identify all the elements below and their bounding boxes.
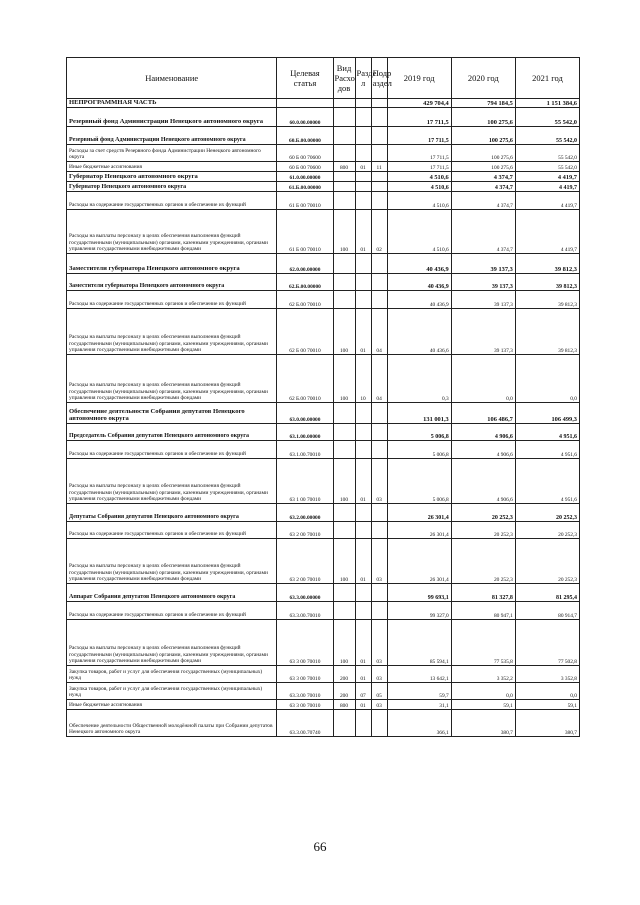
header-name: Наименование xyxy=(67,58,277,99)
row-2021: 39 812,3 xyxy=(515,309,579,355)
row-target: 63.1.00.70010 xyxy=(277,441,333,459)
row-2021: 81 295,4 xyxy=(515,584,579,602)
row-2019: 4 510,6 xyxy=(387,210,451,254)
row-vid: 100 xyxy=(333,539,355,584)
budget-table xyxy=(66,57,580,737)
row-name: Обеспечение деятельности Общественной молодёжной палаты при Собрании депутатов Ненецкого автономного округа xyxy=(67,710,277,737)
row-vid xyxy=(333,441,355,459)
table-row xyxy=(67,539,580,584)
row-razdel xyxy=(355,108,371,127)
row-name: Депутаты Собрания депутатов Ненецкого автономного округа xyxy=(67,504,277,522)
table-row xyxy=(67,683,580,700)
row-vid xyxy=(333,710,355,737)
row-name: Аппарат Собрания депутатов Ненецкого автономного округа xyxy=(67,584,277,602)
row-2019: 40 436,9 xyxy=(387,254,451,274)
row-podrazdel xyxy=(371,172,387,182)
row-2020: 4 374,7 xyxy=(451,182,515,192)
row-vid: 800 xyxy=(333,162,355,172)
row-2021: 4 419,7 xyxy=(515,172,579,182)
row-vid xyxy=(333,108,355,127)
row-2021: 20 252,3 xyxy=(515,539,579,584)
row-podrazdel: 03 xyxy=(371,620,387,666)
row-2020: 0,0 xyxy=(451,355,515,403)
row-razdel xyxy=(355,99,371,108)
row-podrazdel xyxy=(371,710,387,737)
row-podrazdel xyxy=(371,424,387,441)
row-name: Расходы на выплаты персоналу в целях обеспечения выполнения функций государственными (муниципальными) органами, казенными учреждениями, органами управления государственными внебюджетными фондами xyxy=(67,309,277,355)
budget-page xyxy=(66,57,580,737)
row-2019: 40 436,6 xyxy=(387,309,451,355)
row-razdel: 01 xyxy=(355,210,371,254)
row-2021: 55 542,0 xyxy=(515,108,579,127)
row-2019: 26 301,4 xyxy=(387,539,451,584)
row-2021: 0,0 xyxy=(515,683,579,700)
row-2021: 55 542,0 xyxy=(515,162,579,172)
row-razdel: 01 xyxy=(355,666,371,683)
table-row xyxy=(67,522,580,539)
table-row xyxy=(67,355,580,403)
row-target: 63.3.00.70740 xyxy=(277,710,333,737)
row-name: Заместители губернатора Ненецкого автономного округа xyxy=(67,254,277,274)
row-vid xyxy=(333,127,355,145)
row-name: Закупка товаров, работ и услуг для обеспечения государственных (муниципальных) нужд xyxy=(67,666,277,683)
table-row xyxy=(67,459,580,504)
row-razdel xyxy=(355,424,371,441)
row-2019: 59,7 xyxy=(387,683,451,700)
row-2020: 380,7 xyxy=(451,710,515,737)
row-podrazdel: 11 xyxy=(371,162,387,172)
row-target: 63.3.00.70010 xyxy=(277,602,333,620)
row-razdel xyxy=(355,522,371,539)
row-target: 63 2 00 70010 xyxy=(277,539,333,584)
row-vid xyxy=(333,424,355,441)
table-row xyxy=(67,309,580,355)
row-target: 61 Б 00 70010 xyxy=(277,192,333,210)
row-2021: 4 419,7 xyxy=(515,210,579,254)
row-2020: 4 374,7 xyxy=(451,172,515,182)
row-name: Резервный фонд Администрации Ненецкого автономного округа xyxy=(67,127,277,145)
row-2020: 4 374,7 xyxy=(451,192,515,210)
row-razdel xyxy=(355,274,371,291)
row-razdel xyxy=(355,584,371,602)
row-name: Закупка товаров, работ и услуг для обеспечения государственных (муниципальных) нужд xyxy=(67,683,277,700)
row-razdel xyxy=(355,403,371,424)
row-2020: 4 906,6 xyxy=(451,459,515,504)
row-target: 61 Б 00 70010 xyxy=(277,210,333,254)
table-row xyxy=(67,710,580,737)
row-2020: 77 535,8 xyxy=(451,620,515,666)
row-target: 60.0.00.00000 xyxy=(277,108,333,127)
table-row xyxy=(67,602,580,620)
row-name: Расходы на содержание государственных органов и обеспечение их функций xyxy=(67,441,277,459)
row-2019: 26 301,4 xyxy=(387,522,451,539)
row-2021: 55 542,0 xyxy=(515,127,579,145)
row-vid: 100 xyxy=(333,620,355,666)
row-2021: 380,7 xyxy=(515,710,579,737)
row-vid xyxy=(333,172,355,182)
row-2019: 4 510,6 xyxy=(387,192,451,210)
row-razdel: 01 xyxy=(355,700,371,710)
row-target: 63 3 00 70010 xyxy=(277,666,333,683)
row-podrazdel: 04 xyxy=(371,309,387,355)
row-razdel: 10 xyxy=(355,355,371,403)
row-2019: 0,3 xyxy=(387,355,451,403)
row-vid xyxy=(333,274,355,291)
row-2019: 17 711,5 xyxy=(387,145,451,162)
row-vid: 800 xyxy=(333,700,355,710)
row-podrazdel xyxy=(371,291,387,309)
header-razdel: Разде л xyxy=(355,58,371,99)
row-vid: 100 xyxy=(333,210,355,254)
row-2019: 17 711,5 xyxy=(387,108,451,127)
row-2021: 59,1 xyxy=(515,700,579,710)
row-2020: 100 275,6 xyxy=(451,145,515,162)
row-podrazdel: 05 xyxy=(371,683,387,700)
row-2020: 3 352,2 xyxy=(451,666,515,683)
table-row xyxy=(67,666,580,683)
row-target: 60 Б 00 70600 xyxy=(277,145,333,162)
row-name: Расходы на выплаты персоналу в целях обеспечения выполнения функций государственными (муниципальными) органами, казенными учреждениями, органами управления государственными внебюджетными фондами xyxy=(67,620,277,666)
row-target: 62.Б.00.00000 xyxy=(277,274,333,291)
row-name: Обеспечение деятельности Собрания депутатов Ненецкого автономного округа xyxy=(67,403,277,424)
row-2020: 4 906,6 xyxy=(451,424,515,441)
row-2021: 20 252,3 xyxy=(515,504,579,522)
row-razdel xyxy=(355,441,371,459)
row-2020: 4 374,7 xyxy=(451,210,515,254)
row-podrazdel xyxy=(371,274,387,291)
row-name: Губернатор Ненецкого автономного округа xyxy=(67,172,277,182)
row-name: Расходы на содержание государственных органов и обеспечение их функций xyxy=(67,192,277,210)
row-target: 61.Б.00.00000 xyxy=(277,182,333,192)
row-2020: 59,1 xyxy=(451,700,515,710)
row-razdel xyxy=(355,192,371,210)
row-2021: 39 812,3 xyxy=(515,254,579,274)
row-podrazdel xyxy=(371,584,387,602)
row-2020: 100 275,6 xyxy=(451,162,515,172)
row-target: 63 3 00 70010 xyxy=(277,620,333,666)
row-target: 63.1.00.00000 xyxy=(277,424,333,441)
row-razdel: 01 xyxy=(355,162,371,172)
row-2020: 39 137,3 xyxy=(451,274,515,291)
row-vid xyxy=(333,99,355,108)
row-2021: 4 419,7 xyxy=(515,192,579,210)
row-2021: 106 499,3 xyxy=(515,403,579,424)
table-row xyxy=(67,254,580,274)
row-vid xyxy=(333,584,355,602)
table-row xyxy=(67,192,580,210)
row-razdel xyxy=(355,127,371,145)
row-2020: 39 137,3 xyxy=(451,309,515,355)
row-2019: 85 594,1 xyxy=(387,620,451,666)
row-podrazdel xyxy=(371,403,387,424)
table-row xyxy=(67,424,580,441)
row-vid xyxy=(333,192,355,210)
header-2020: 2020 год xyxy=(451,58,515,99)
row-vid xyxy=(333,254,355,274)
row-podrazdel: 03 xyxy=(371,666,387,683)
table-row xyxy=(67,274,580,291)
row-name: Расходы на выплаты персоналу в целях обеспечения выполнения функций государственными (муниципальными) органами, казенными учреждениями, органами управления государственными внебюджетными фондами xyxy=(67,210,277,254)
row-target: 62.0.00.00000 xyxy=(277,254,333,274)
table-row xyxy=(67,584,580,602)
row-2019: 40 436,9 xyxy=(387,291,451,309)
row-target: 63 3 00 70010 xyxy=(277,700,333,710)
row-2020: 0,0 xyxy=(451,683,515,700)
row-name: Председатель Собрания депутатов Ненецкого автономного округа xyxy=(67,424,277,441)
row-2021: 4 951,6 xyxy=(515,441,579,459)
header-podrazdel: Подр аздел xyxy=(371,58,387,99)
row-name: Иные бюджетные ассигнования xyxy=(67,162,277,172)
row-2020: 794 184,5 xyxy=(451,99,515,108)
row-razdel: 01 xyxy=(355,539,371,584)
row-name: Расходы на выплаты персоналу в целях обеспечения выполнения функций государственными (муниципальными) органами, казенными учреждениями, органами управления государственными внебюджетными фондами xyxy=(67,355,277,403)
row-2019: 4 510,6 xyxy=(387,172,451,182)
row-2021: 20 252,3 xyxy=(515,522,579,539)
row-2019: 131 001,3 xyxy=(387,403,451,424)
table-row xyxy=(67,291,580,309)
row-razdel: 01 xyxy=(355,459,371,504)
row-target: 63 2 00 70010 xyxy=(277,522,333,539)
row-razdel xyxy=(355,602,371,620)
row-podrazdel: 02 xyxy=(371,210,387,254)
row-2021: 4 951,6 xyxy=(515,459,579,504)
table-row xyxy=(67,620,580,666)
row-name: Заместители губернатора Ненецкого автономного округа xyxy=(67,274,277,291)
row-2021: 39 812,3 xyxy=(515,291,579,309)
row-name: Расходы на содержание государственных органов и обеспечение их функций xyxy=(67,602,277,620)
row-vid xyxy=(333,504,355,522)
row-podrazdel xyxy=(371,182,387,192)
row-2019: 26 301,4 xyxy=(387,504,451,522)
row-razdel xyxy=(355,504,371,522)
row-razdel xyxy=(355,182,371,192)
row-podrazdel: 03 xyxy=(371,700,387,710)
row-2021: 77 502,8 xyxy=(515,620,579,666)
row-2019: 17 711,5 xyxy=(387,127,451,145)
row-2020: 80 947,1 xyxy=(451,602,515,620)
row-target: 60.Б.00.00000 xyxy=(277,127,333,145)
row-name: Резервный фонд Администрации Ненецкого автономного округа xyxy=(67,108,277,127)
row-razdel: 01 xyxy=(355,309,371,355)
row-2020: 20 252,3 xyxy=(451,539,515,584)
row-2021: 4 419,7 xyxy=(515,182,579,192)
row-2020: 39 137,3 xyxy=(451,254,515,274)
table-row xyxy=(67,127,580,145)
row-2019: 429 704,4 xyxy=(387,99,451,108)
row-vid xyxy=(333,182,355,192)
row-podrazdel: 03 xyxy=(371,459,387,504)
row-name: Иные бюджетные ассигнования xyxy=(67,700,277,710)
row-vid: 100 xyxy=(333,355,355,403)
table-row xyxy=(67,99,580,108)
row-vid: 100 xyxy=(333,459,355,504)
row-target: 63.2.00.00000 xyxy=(277,504,333,522)
row-2021: 39 812,3 xyxy=(515,274,579,291)
row-name: Расходы на содержание государственных органов и обеспечение их функций xyxy=(67,522,277,539)
row-2020: 100 275,6 xyxy=(451,127,515,145)
page-number: 66 xyxy=(313,839,327,854)
row-2019: 13 642,1 xyxy=(387,666,451,683)
row-podrazdel xyxy=(371,127,387,145)
row-target: 63.0.00.00000 xyxy=(277,403,333,424)
row-vid xyxy=(333,403,355,424)
row-vid: 100 xyxy=(333,309,355,355)
row-2020: 39 137,3 xyxy=(451,291,515,309)
row-podrazdel xyxy=(371,99,387,108)
row-name: Губернатор Ненецкого автономного округа xyxy=(67,182,277,192)
row-vid xyxy=(333,145,355,162)
row-target: 62 Б 00 70010 xyxy=(277,309,333,355)
row-target: 62 Б.00 70010 xyxy=(277,355,333,403)
row-podrazdel: 03 xyxy=(371,539,387,584)
row-2020: 20 252,3 xyxy=(451,522,515,539)
row-name: Расходы на содержание государственных органов и обеспечение их функций xyxy=(67,291,277,309)
row-target: 63 1 00 70010 xyxy=(277,459,333,504)
row-razdel: 07 xyxy=(355,683,371,700)
row-target: 63.3.00.00000 xyxy=(277,584,333,602)
row-vid xyxy=(333,291,355,309)
row-2019: 40 436,9 xyxy=(387,274,451,291)
row-razdel xyxy=(355,254,371,274)
row-podrazdel xyxy=(371,145,387,162)
table-row xyxy=(67,403,580,424)
row-2019: 17 711,5 xyxy=(387,162,451,172)
row-podrazdel xyxy=(371,602,387,620)
header-2019: 2019 год xyxy=(387,58,451,99)
row-2019: 366,1 xyxy=(387,710,451,737)
row-2019: 4 510,6 xyxy=(387,182,451,192)
row-vid xyxy=(333,522,355,539)
table-row xyxy=(67,172,580,182)
row-2019: 5 006,8 xyxy=(387,459,451,504)
row-target: 63.3.00 70010 xyxy=(277,683,333,700)
row-target: 61.0.00.00000 xyxy=(277,172,333,182)
row-vid: 200 xyxy=(333,683,355,700)
row-2019: 5 006,8 xyxy=(387,441,451,459)
row-2020: 4 906,6 xyxy=(451,441,515,459)
row-2020: 20 252,3 xyxy=(451,504,515,522)
row-2019: 99 693,1 xyxy=(387,584,451,602)
row-2021: 80 914,7 xyxy=(515,602,579,620)
row-podrazdel xyxy=(371,441,387,459)
table-row xyxy=(67,441,580,459)
row-podrazdel xyxy=(371,504,387,522)
row-target: 62 Б.00 70010 xyxy=(277,291,333,309)
row-target: 60 Б 00 70600 xyxy=(277,162,333,172)
header-2021: 2021 год xyxy=(515,58,579,99)
row-2019: 5 006,8 xyxy=(387,424,451,441)
row-razdel xyxy=(355,291,371,309)
row-podrazdel xyxy=(371,254,387,274)
table-header-row xyxy=(67,58,580,99)
table-row xyxy=(67,700,580,710)
table-row xyxy=(67,182,580,192)
row-podrazdel xyxy=(371,108,387,127)
row-razdel xyxy=(355,145,371,162)
row-2021: 4 951,6 xyxy=(515,424,579,441)
row-podrazdel xyxy=(371,522,387,539)
row-target xyxy=(277,99,333,108)
row-razdel xyxy=(355,172,371,182)
table-row xyxy=(67,162,580,172)
row-2020: 81 327,8 xyxy=(451,584,515,602)
row-2020: 100 275,6 xyxy=(451,108,515,127)
row-podrazdel: 04 xyxy=(371,355,387,403)
row-vid: 200 xyxy=(333,666,355,683)
row-2021: 55 542,0 xyxy=(515,145,579,162)
table-row xyxy=(67,210,580,254)
row-razdel xyxy=(355,710,371,737)
row-2021: 1 151 384,6 xyxy=(515,99,579,108)
row-2021: 0,0 xyxy=(515,355,579,403)
table-row xyxy=(67,108,580,127)
header-target: Целевая статья xyxy=(277,58,333,99)
row-2021: 3 352,8 xyxy=(515,666,579,683)
row-vid xyxy=(333,602,355,620)
row-name: НЕПРОГРАММНАЯ ЧАСТЬ xyxy=(67,99,277,108)
table-row xyxy=(67,145,580,162)
row-name: Расходы на выплаты персоналу в целях обеспечения выполнения функций государственными (муниципальными) органами, казенными учреждениями, органами управления государственными внебюджетными фондами xyxy=(67,539,277,584)
row-2020: 106 486,7 xyxy=(451,403,515,424)
row-2019: 99 327,0 xyxy=(387,602,451,620)
table-row xyxy=(67,504,580,522)
row-name: Расходы на выплаты персоналу в целях обеспечения выполнения функций государственными (муниципальными) органами, казенными учреждениями, органами управления государственными внебюджетными фондами xyxy=(67,459,277,504)
row-razdel: 01 xyxy=(355,620,371,666)
row-name: Расходы за счет средств Резервного фонда Администрации Ненецкого автономного округа xyxy=(67,145,277,162)
header-vid: Вид Расхо дов xyxy=(333,58,355,99)
row-2019: 31,1 xyxy=(387,700,451,710)
row-podrazdel xyxy=(371,192,387,210)
